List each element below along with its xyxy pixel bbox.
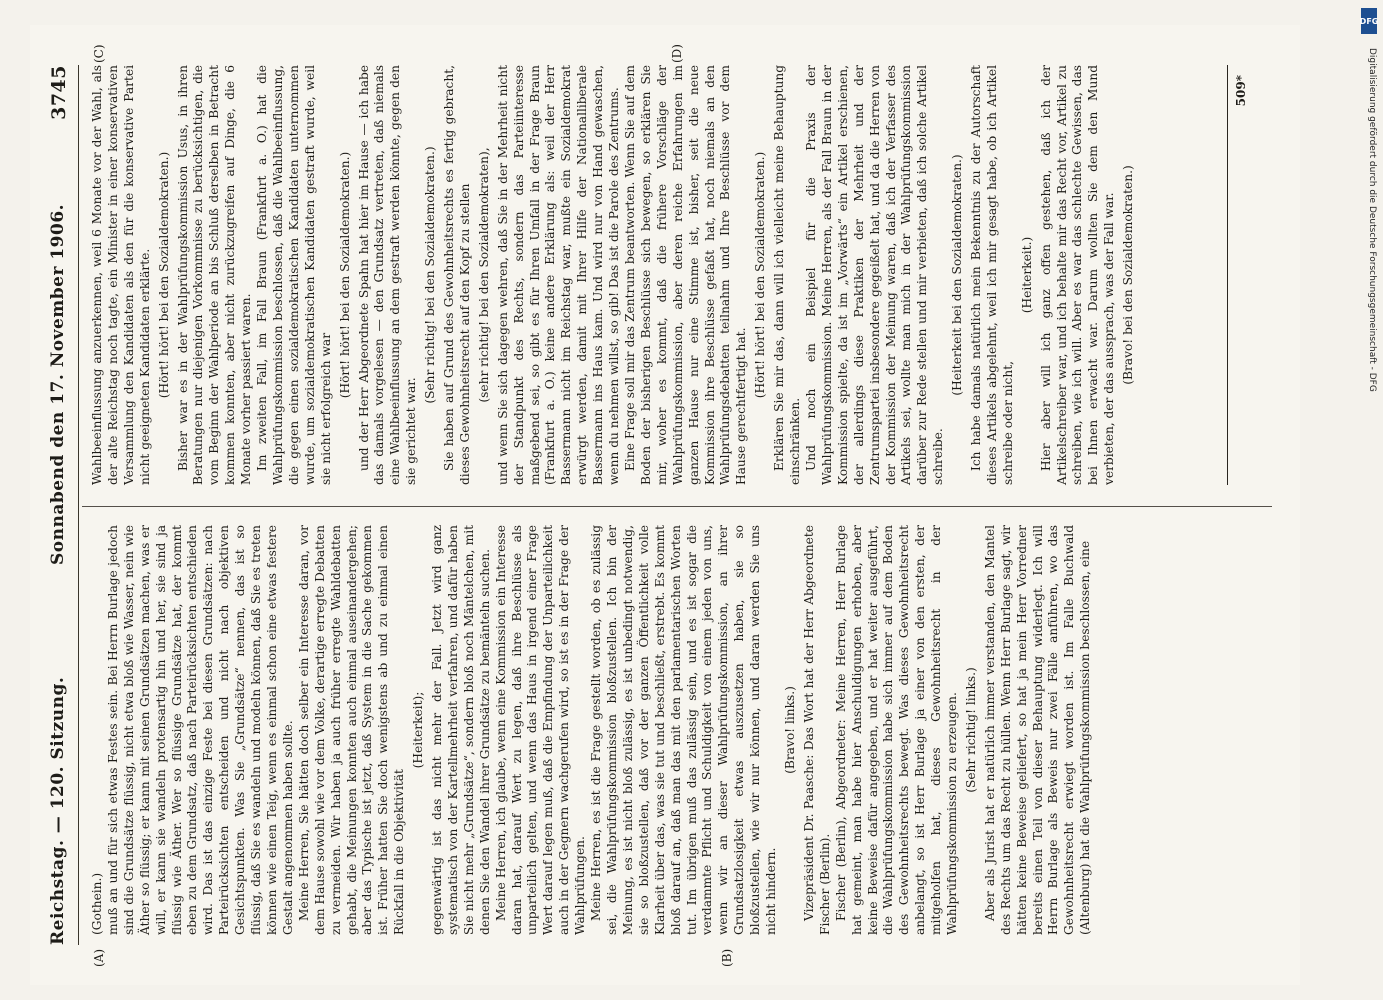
document-page	[30, 25, 1300, 985]
interjection: (Bravo! bei den Sozialdemokraten.)	[1121, 165, 1136, 385]
interjection: (Heiterkeit);	[411, 691, 426, 769]
column-divider	[82, 506, 1272, 507]
sheet-signature: 509*	[1234, 75, 1248, 107]
dfg-logo: DFG	[1361, 8, 1377, 34]
paragraph: Eine Frage soll mir das Zentrum beantworten. Wenn Sie auf dem Boden der bisherigen Beschlüsse sich bewegen, so erklären Sie mir, woher es kommt, daß die frühere Vorschläge der Wahlprüfungskommission, aber deren reiche Erfahrungen im ganzen Hause nur eine Stimme ist, bisher, seit die neue Kommission ihre Beschlüsse gefaßt hat, noch niemals an den Wahlprüfungsdebatten teilnahm und Ihre Beschlüsse vor dem Hause gerechtfertigt hat.	[623, 65, 749, 485]
paragraph: Im zweiten Fall, im Fall Braun (Frankfurt a. O.) hat die Wahlprüfungskommission beschlossen, daß die Wahlbeeinflussung, die gegen einen sozialdemokratischen Kandidaten unternommen wurde, um sozialdemokratischen Kandidaten gestraft wurde, weil sie nicht erfolgreich war	[255, 65, 333, 485]
paragraph: Bisher war es in der Wahlprüfungskommission Usus, in ihren Beratungen nur diejenigen Vorkommnisse zu berücksichtigen, die vom Beginn der Wahlperiode an bis Schluß derselben in Betracht kommen konnten, aber nicht zurückzugreifen auf Dinge, die 6 Monate vorher passiert waren.	[175, 65, 254, 485]
interjection: (Hört! hört! bei den Sozialdemokraten.)	[753, 151, 768, 399]
interjection: (Heiterkeit bei den Sozialdemokraten.)	[950, 154, 965, 396]
page-number: 3745	[48, 65, 70, 120]
paragraph: und wenn Sie sich dagegen wehren, daß Sie in der Mehrheit nicht der Standpunkt des Rechts, sondern das Parteiinteresse maßgebend sei, so gibt es für Ihren Umfall in der Frage Braun (Frankfurt a. O.) keine andere Erklärung als: weil der Herr Bassermann nicht im Reichstag war, mußte ein Sozialdemokrat erwürgt werden, damit mit Ihrer Hilfe der Nationalliberale Bassermann ins Haus kam. Und wird nur von Hand gewaschen, wenn du nehmen willst, so gib! Das ist die Parole des Zentrums.	[495, 65, 622, 485]
margin-marker-d: (D)	[670, 44, 684, 63]
paragraph: Und noch ein Beispiel für die Praxis der Wahlprüfungskommission. Meine Herren, als der Fall Braun in der Kommission spielte, da ist im „Vorwärts“ ein Artikel erschienen, der allerdings diese Praktiken der Mehrheit und der Zentrumspartei insbesondere gegeißelt hat, und da die Herren von der Kommission der Meinung waren, daß ich der Verfasser des Artikels sei, wollte man mich in der Wahlprüfungskommission darüber zur Rede stellen und mir verbieten, daß ich solche Artikel schreibe.	[803, 65, 946, 485]
funding-credit	[1361, 8, 1377, 993]
paragraph: Fischer (Berlin), Abgeordneter: Meine Herren, Herr Burlage hat gemeint, man habe hier Anschuldigungen erhoben, aber keine Beweise dafür angegeben, und er hat weiter ausgeführt, die Wahlprüfungskommission habe sich immer auf dem Boden des Gewohnheitsrechts bewegt. Was dieses Gewohnheitsrecht anbelangt, so ist Herr Burlage ja einer von den ersten, der mitgeholfen hat, dieses Gewohnheitsrecht in der Wahlprüfungskommission zu erzeugen.	[833, 525, 960, 935]
margin-marker-c: (C)	[92, 44, 106, 63]
page-header	[48, 65, 78, 945]
header-rule	[78, 65, 79, 945]
margin-marker-a: (A)	[92, 948, 106, 967]
left-column	[90, 525, 1094, 935]
paragraph: Hier aber will ich ganz offen gestehen, daß ich der Artikelschreiber war, und ich behalte mir das Recht vor, Artikel zu schreiben, wie ich will. Aber es war das schlechte Gewissen, das bei Ihnen erwacht war. Darum wollten Sie dem den Mund verbieten, der das aussprach, was der Fall war.	[1038, 65, 1117, 485]
interjection: (Bravo! links.)	[782, 686, 797, 774]
column-end-rule	[1227, 65, 1228, 485]
interjection: (Sehr richtig! links.)	[963, 667, 978, 793]
interjection: (Hört! hört! bei den Sozialdemokraten.)	[156, 151, 171, 399]
paragraph: gegenwärtig ist das nicht mehr der Fall. Jetzt wird ganz systematisch von der Kartellmehrheit verfahren, und dafür haben Sie nicht mehr „Grundsätze“, sondern bloß noch Mäntelchen, mit denen Sie den Wandel ihrer Grundsätze zu bemänteln suchen.	[430, 525, 492, 935]
paragraph: Aber als Jurist hat er natürlich immer verstanden, den Mantel des Rechts um das Recht zu hüllen. Wenn Herr Burlage sagt, wir hätten keine Beweise geliefert, so hat ja mein Herr Vorredner bereits einen Teil von dieser Behauptung widerlegt. Ich will Herrn Burlage als Beweis nur zwei Fälle anführen, wo das Gewohnheitsrecht erwiegt worden ist. Im Falle Buchwald (Altenburg) hat die Wahlprüfungskommission beschlossen, eine	[982, 525, 1093, 935]
paragraph: muß an und für sich etwas Festes sein. Bei Herrn Burlage jedoch sind die Grundsätze flüssig, nicht etwa bloß wie Wasser, nein wie Äther so flüssig; er kann mit seinen Grundsätzen machen, was er will, er kann sie wandeln protensartig hin und her, sie sind ja flüssig wie Äther. Wer so flüssige Grundsätze hat, der kommt eben zu dem Grundsatz, daß nach Parteirücksichten entschieden wird. Das ist das einzige Feste bei diesen Grundsätzen: nach Parteirücksichten entscheiden und nicht nach objektiven Gesichtspunkten. Was Sie „Grundsätze“ nennen, das ist so flüssig, daß Sie es wandeln und modeln können, daß Sie es treten können wie einen Teig, wenn es einmal schon eine etwas festere Gestalt angenommen haben sollte.	[105, 525, 295, 935]
header-date: Sonnabend den 17. November 1906.	[48, 203, 68, 565]
paragraph: Meine Herren, ich glaube, wenn eine Kommission ein Interesse daran hat, darauf Wert zu legen, daß ihre Beschlüsse als unparteilich gelten, und wenn das Haus in irgend einer Frage Wert darauf legen muß, daß die Empfindung der Unparteilichkeit auch in der Gegnern wachgerufen wird, so ist es in der Frage der Wahlprüfungen.	[493, 525, 588, 935]
paragraph: Erklären Sie mir das, dann will ich vielleicht meine Behauptung einschränken.	[772, 65, 803, 485]
paragraph: und der Herr Abgeordnete Spahn hat hier im Hause — ich habe das damals vorgelesen — den Grundsatz vertreten, daß niemals eine Wahlbeeinflussung an dem gestraft werden könnte, gegen den sie gerichtet war.	[356, 65, 419, 485]
paragraph: Sie haben auf Grund des Gewohnheitsrechts es fertig gebracht, dieses Gewohnheitsrecht auf den Kopf zu stellen	[442, 65, 472, 485]
header-session: Reichstag. — 120. Sitzung.	[48, 676, 68, 945]
paragraph: Ich habe damals natürlich mein Bekenntnis zu der Autorschaft dieses Artikels abgelehnt, weil ich mir gesagt habe, ob ich Artikel schreibe oder nicht,	[969, 65, 1015, 485]
speaker-tag: (Gothein.)	[90, 872, 104, 935]
paragraph: Wahlbeeinflussung anzuerkennen, weil 6 Monate vor der Wahl, als der alte Reichstag noch tagte, ein Minister in einer konservativen Versammlung den Kandidaten als den für die konservative Partei nicht geeigneten Kandidaten erklärte.	[90, 65, 152, 485]
credit-text: Digitalisierung gefördert durch die Deutsche Forschungsgemeinschaft - DFG	[1367, 48, 1377, 392]
paragraph: Meine Herren, Sie hätten doch selber ein Interesse daran, vor dem Hause sowohl wie vor dem Volke, derartige erregte Debatten zu vermeiden. Wir haben ja auch früher erregte Wahldebatten gehabt, die Meinungen konnten auch einmal auseinandergehen; aber das Typische ist jetzt, daß System in die Sache gekommen ist. Früher hatten Sie doch wenigstens ab und zu einmal einen Rückfall in die Objektivität	[296, 525, 407, 935]
interjection: (Hört! hört! bei den Sozialdemokraten.)	[337, 151, 352, 399]
paragraph: Meine Herren, es ist die Frage gestellt worden, ob es zulässig sei, die Wahlprüfungskommission bloßzustellen. Ich bin der Meinung, es ist nicht bloß zulässig, es ist unbedingt notwendig, sie so bloßzustellen, daß vor der ganzen Öffentlichkeit volle Klarheit über das, was sie tut und beschließt, erstrebt. Es kommt bloß darauf an, daß man das mit den parlamentarischen Worten tut. Im übrigen muß das zulässig sein, und es ist sogar die verdammte Pflicht und Schuldigkeit von einem jeden von uns, wenn wir an dieser Wahlprüfungskommission, an ihrer Grundsatzlosigkeit etwas auszusetzen haben, sie so bloßzustellen, wie wir nur können, und daran werden Sie uns nicht hindern.	[589, 525, 779, 935]
right-column	[90, 65, 1140, 485]
president-statement: Vizepräsident Dr. Paasche: Das Wort hat der Herr Abgeordnete Fischer (Berlin).	[801, 525, 832, 935]
interjection: (Heiterkeit.)	[1019, 236, 1034, 314]
interjection: (sehr richtig! bei den Sozialdemokraten),	[476, 147, 491, 403]
interjection: (Sehr richtig! bei den Sozialdemokraten.)	[423, 146, 438, 404]
margin-marker-b: (B)	[720, 948, 734, 967]
